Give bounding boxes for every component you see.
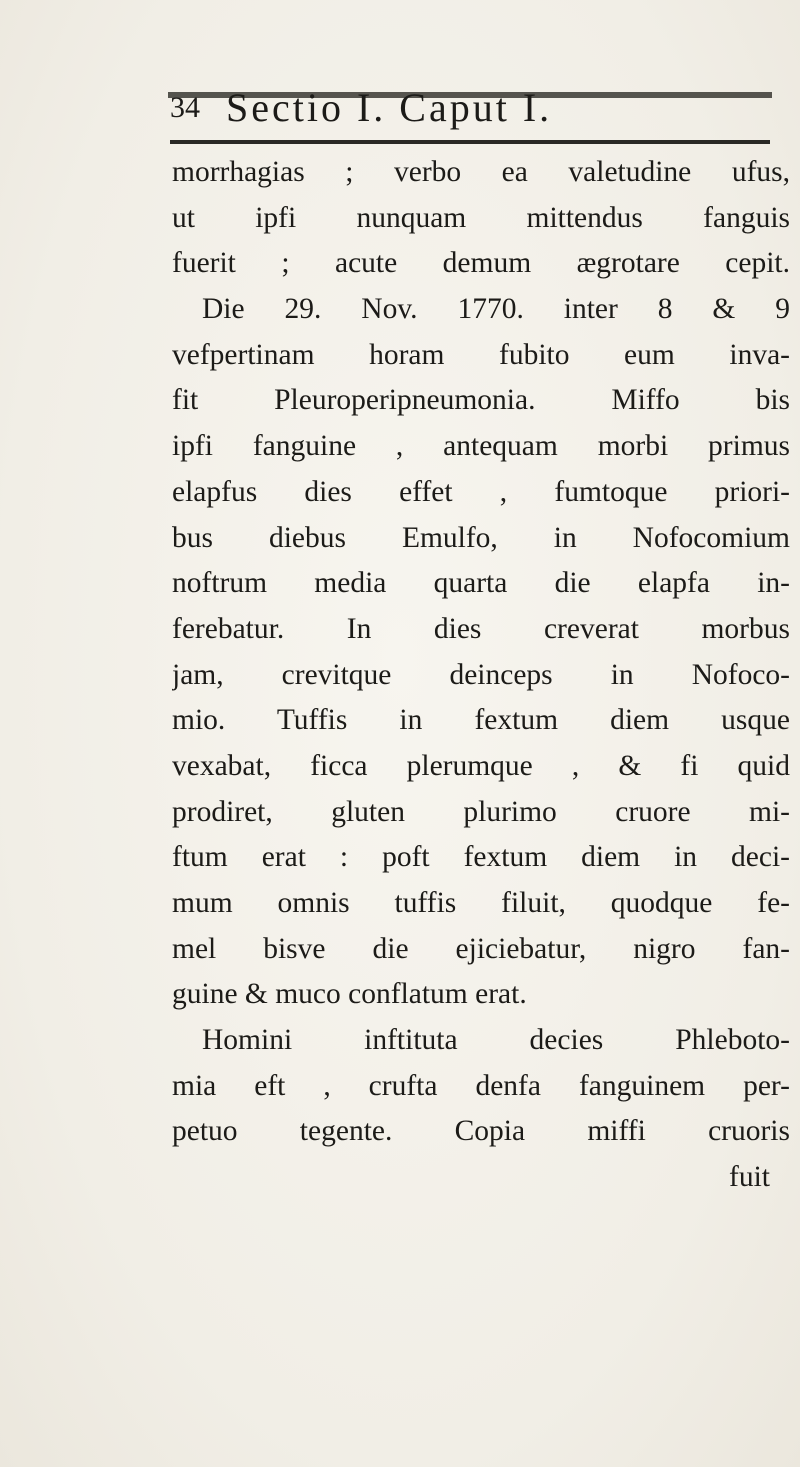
header-rule [170, 140, 770, 144]
text-line: prodiret, gluten plurimo cruore mi- [172, 795, 790, 828]
text-line: mel bisve die ejiciebatur, nigro fan- [172, 932, 790, 965]
catchword: fuit [729, 1161, 770, 1194]
text-line: mia eft , crufta denfa fanguinem per- [172, 1069, 790, 1102]
text-line: elapfus dies effet , fumtoque priori- [172, 475, 790, 508]
text-line: jam, crevitque deinceps in Nofoco- [172, 658, 790, 691]
text-line: ut ipfi nunquam mittendus fanguis [172, 201, 790, 234]
text-line: morrhagias ; verbo ea valetudine ufus, [172, 156, 790, 188]
text-line: fit Pleuroperipneumonia. Miffo bis [172, 384, 790, 417]
text-line: fuerit ; acute demum ægrotare cepit. [172, 247, 790, 280]
text-line: bus diebus Emulfo, in Nofocomium [172, 521, 790, 554]
body-text [172, 150, 790, 1201]
text-line: mum omnis tuffis filuit, quodque fe- [172, 887, 790, 919]
running-head: Sectio I. Caput I. [226, 85, 553, 130]
page-number: 34 [170, 91, 200, 124]
text-line: Die 29. Nov. 1770. inter 8 & 9 [202, 293, 790, 326]
text-line: noftrum media quarta die elapfa in- [172, 567, 790, 600]
page-header [170, 84, 770, 132]
text-line: guine & muco conflatum erat. [172, 978, 527, 1011]
text-line: ipfi fanguine , antequam morbi primus [172, 430, 790, 463]
text-line: vexabat, ficca plerumque , & fi quid [172, 749, 790, 782]
text-line: Homini inftituta decies Phleboto- [202, 1024, 790, 1057]
text-line: petuo tegente. Copia miffi cruoris [172, 1115, 790, 1148]
text-line: vefpertinam horam fubito eum inva- [172, 338, 790, 371]
text-line: ftum erat : poft fextum diem in deci- [172, 841, 790, 874]
text-line: mio. Tuffis in fextum diem usque [172, 704, 790, 737]
text-line: ferebatur. In dies creverat morbus [172, 612, 790, 645]
